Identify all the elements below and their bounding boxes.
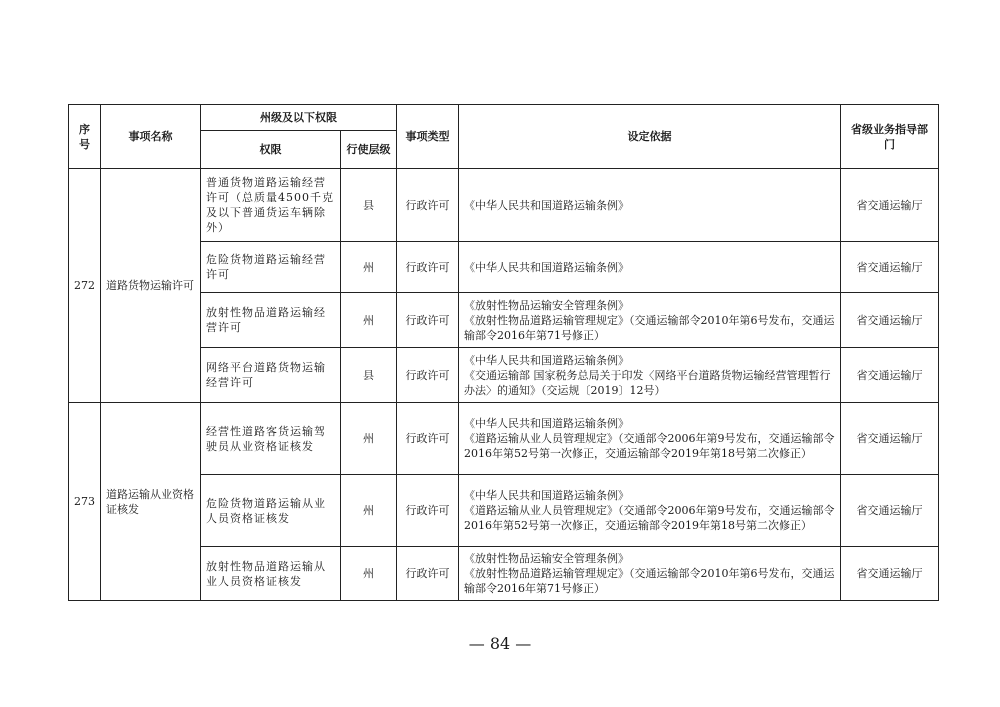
table-row xyxy=(69,169,939,242)
basis-line: 《放射性物品道路运输管理规定》（交通运输部令2010年第6号发布，交通运输部令2016年第71号修正） xyxy=(464,313,835,342)
authority-scope: 普通货物道路运输经营许可（总质量4500千克及以下普通货运车辆除外） xyxy=(201,169,341,242)
basis-line: 《道路运输从业人员管理规定》（交通部令2006年第9号发布，交通运输部令2016年第52号第一次修正，交通运输部令2019年第18号第二次修正） xyxy=(464,432,835,460)
guidance-dept: 省交通运输厅 xyxy=(841,348,939,403)
authority-scope: 经营性道路客货运输驾驶员从业资格证核发 xyxy=(201,403,341,475)
legal-basis xyxy=(459,293,841,348)
page-number: — 84 — xyxy=(468,634,532,653)
header-authority-group: 州级及以下权限 xyxy=(201,105,397,131)
item-type: 行政许可 xyxy=(397,403,459,475)
table-header xyxy=(69,105,939,169)
guidance-dept: 省交通运输厅 xyxy=(841,403,939,475)
item-name: 道路运输从业资格证核发 xyxy=(101,403,201,601)
header-level: 行使层级 xyxy=(341,131,397,169)
basis-line: 《中华人民共和国道路运输条例》 xyxy=(464,353,629,367)
authority-scope: 网络平台道路货物运输经营许可 xyxy=(201,348,341,403)
item-type: 行政许可 xyxy=(397,293,459,348)
legal-basis xyxy=(459,475,841,547)
exercise-level: 县 xyxy=(341,169,397,242)
basis-line: 《中华人民共和国道路运输条例》 xyxy=(464,489,629,502)
legal-basis xyxy=(459,242,841,293)
guidance-dept: 省交通运输厅 xyxy=(841,242,939,293)
item-name: 道路货物运输许可 xyxy=(101,169,201,403)
item-number: 273 xyxy=(69,403,101,601)
table-row xyxy=(69,403,939,475)
exercise-level: 州 xyxy=(341,293,397,348)
header-basis: 设定依据 xyxy=(459,105,841,169)
legal-basis xyxy=(459,547,841,601)
permissions-table xyxy=(68,104,939,601)
legal-basis xyxy=(459,348,841,403)
item-number: 272 xyxy=(69,169,101,403)
basis-line: 《中华人民共和国道路运输条例》 xyxy=(464,417,629,430)
item-type: 行政许可 xyxy=(397,169,459,242)
exercise-level: 州 xyxy=(341,242,397,293)
legal-basis xyxy=(459,403,841,475)
basis-line: 《道路运输从业人员管理规定》（交通部令2006年第9号发布，交通运输部令2016年第52号第一次修正，交通运输部令2019年第18号第二次修正） xyxy=(464,504,835,532)
item-type: 行政许可 xyxy=(397,242,459,293)
basis-line: 《中华人民共和国道路运输条例》 xyxy=(464,198,629,212)
exercise-level: 县 xyxy=(341,348,397,403)
authority-scope: 危险货物道路运输从业人员资格证核发 xyxy=(201,475,341,547)
exercise-level: 州 xyxy=(341,475,397,547)
basis-line: 《放射性物品道路运输管理规定》（交通运输部令2010年第6号发布，交通运输部令2016年第71号修正） xyxy=(464,567,835,595)
exercise-level: 州 xyxy=(341,547,397,601)
header-dept: 省级业务指导部门 xyxy=(841,105,939,169)
item-type: 行政许可 xyxy=(397,547,459,601)
guidance-dept: 省交通运输厅 xyxy=(841,169,939,242)
authority-scope: 放射性物品道路运输经营许可 xyxy=(201,293,341,348)
header-authority: 权限 xyxy=(201,131,341,169)
legal-basis xyxy=(459,169,841,242)
basis-line: 《交通运输部 国家税务总局关于印发〈网络平台道路货物运输经营管理暂行办法〉的通知》（交运规〔2019〕12号） xyxy=(464,368,831,397)
basis-line: 《放射性物品运输安全管理条例》 xyxy=(464,298,629,312)
authority-scope: 放射性物品道路运输从业人员资格证核发 xyxy=(201,547,341,601)
authority-scope: 危险货物道路运输经营许可 xyxy=(201,242,341,293)
item-type: 行政许可 xyxy=(397,475,459,547)
header-seq: 序号 xyxy=(69,105,101,169)
exercise-level: 州 xyxy=(341,403,397,475)
table-body xyxy=(69,169,939,601)
item-type: 行政许可 xyxy=(397,348,459,403)
header-type: 事项类型 xyxy=(397,105,459,169)
guidance-dept: 省交通运输厅 xyxy=(841,547,939,601)
basis-line: 《放射性物品运输安全管理条例》 xyxy=(464,552,629,565)
guidance-dept: 省交通运输厅 xyxy=(841,293,939,348)
header-item-name: 事项名称 xyxy=(101,105,201,169)
basis-line: 《中华人民共和国道路运输条例》 xyxy=(464,260,629,274)
guidance-dept: 省交通运输厅 xyxy=(841,475,939,547)
